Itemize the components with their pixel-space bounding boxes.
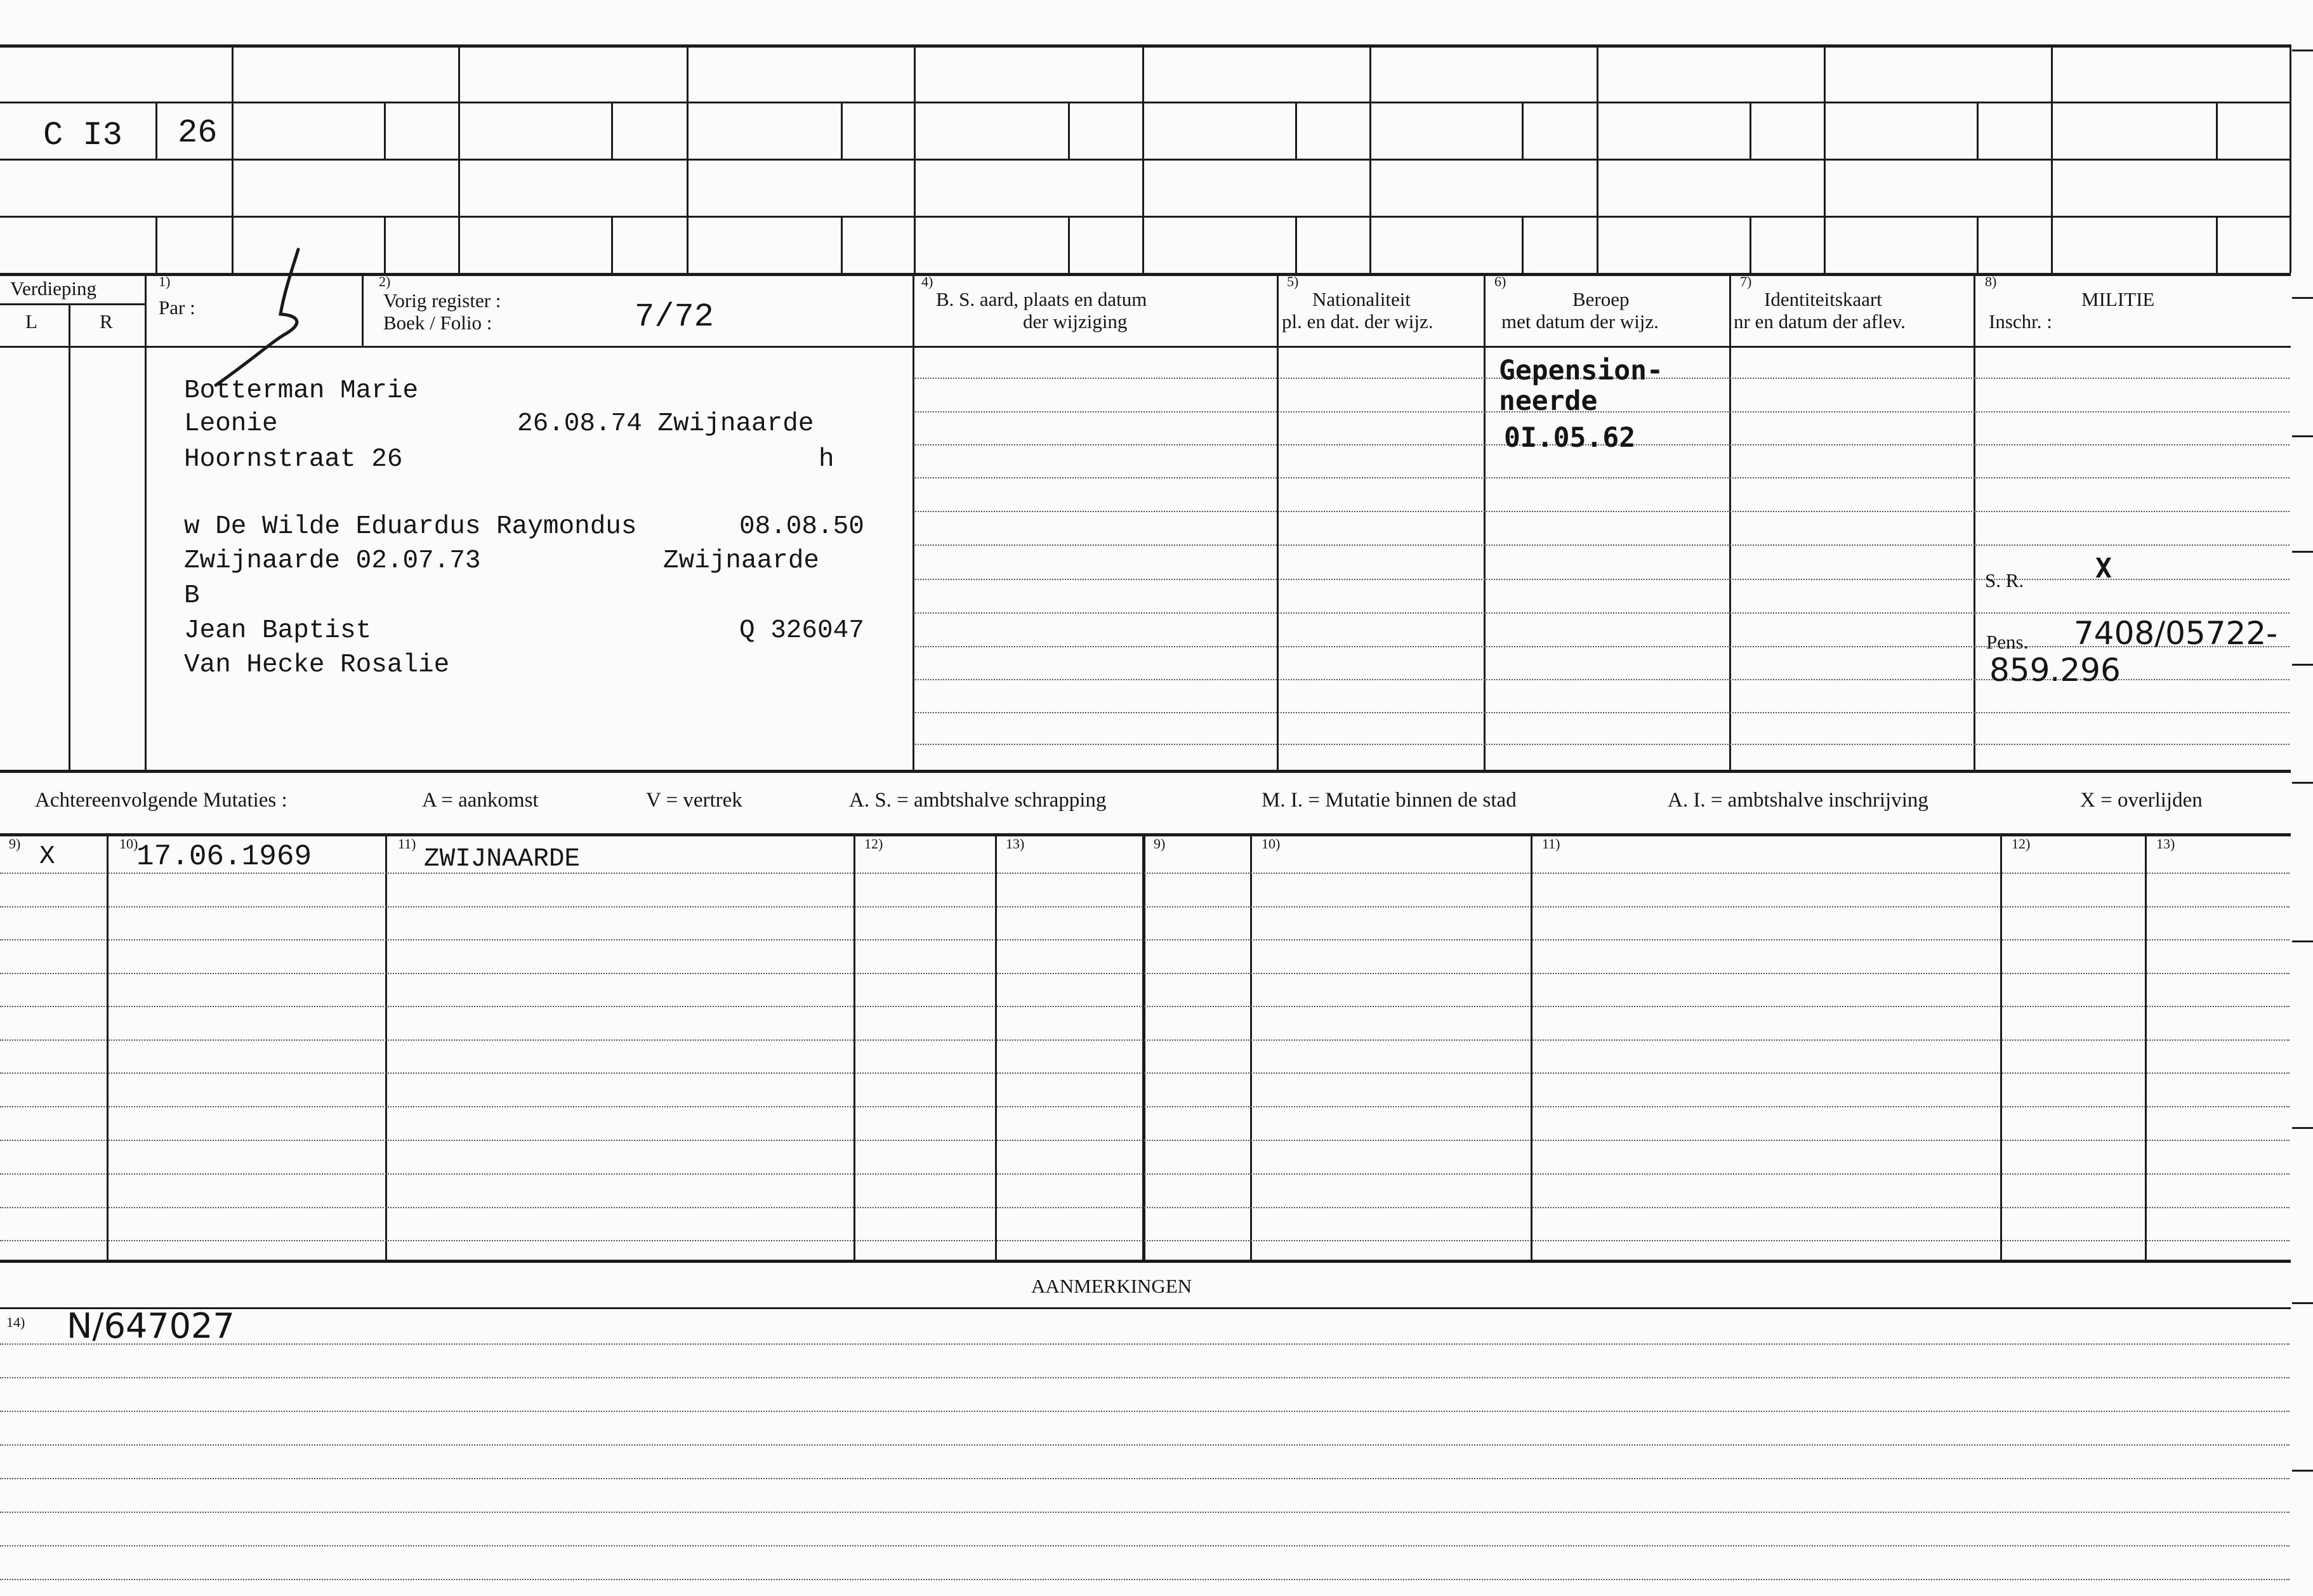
col-number-11: 11) [398,836,416,852]
identiteitskaart-sub-label: nr en datum der aflev. [1734,310,1906,333]
col-number-12b: 12) [2012,836,2031,852]
person-household-code: h [819,445,834,474]
person-name: Botterman Marie [184,376,419,406]
nationaliteit-sub-label: pl. en dat. der wijz. [1282,310,1433,333]
legend-overlijden: X = overlijden [2080,789,2203,812]
sr-label: S. R. [1985,569,2024,591]
aanmerkingen-title: AANMERKINGEN [1031,1275,1192,1297]
beroep-sub-label: met datum der wijz. [1501,310,1659,333]
legend-ambtshalve-schrapping: A. S. = ambtshalve schrapping [849,789,1107,812]
beroep-date: 0I.05.62 [1504,422,1636,454]
card-code: C I3 [43,117,122,154]
col-number-13b: 13) [2156,836,2175,852]
col-number-9: 9) [9,836,21,852]
col-number-11b: 11) [1542,836,1560,852]
vorig-register-label: Vorig register : [383,289,501,312]
beroep-value-line2: neerde [1499,385,1598,417]
bs-label-line1: B. S. aard, plaats en datum [936,288,1147,310]
field-number-5: 5) [1287,274,1299,289]
spouse-name: w De Wilde Eduardus Raymondus [184,512,637,541]
beroep-value-line1: Gepension- [1499,355,1663,386]
aanmerkingen-value: N/647027 [67,1306,235,1346]
handwritten-mark [203,244,317,390]
mutatie-date: 17.06.1969 [136,840,312,873]
pens-value-line2: 859.296 [1989,652,2121,689]
beroep-label: Beroep [1572,288,1630,310]
col-number-12: 12) [864,836,883,852]
father-name: Jean Baptist [184,616,372,645]
inschr-label: Inschr. : [1989,310,2052,333]
pens-value-line1: 7408/05722- [2074,615,2278,652]
mutatie-type: X [39,842,55,871]
legend-mutatie-stad: M. I. = Mutatie binnen de stad [1262,789,1517,812]
field-number-8: 8) [1985,274,1997,289]
r-label: R [100,310,113,333]
mother-name: Van Hecke Rosalie [184,650,450,680]
person-given-name: Leonie [184,409,278,439]
nationaliteit-label: Nationaliteit [1312,288,1411,310]
legend-ambtshalve-inschrijving: A. I. = ambtshalve inschrijving [1668,789,1928,812]
field-number-14: 14) [6,1314,25,1330]
verdieping-label: Verdieping [10,277,97,300]
field-number-6: 6) [1494,274,1506,289]
col-number-10b: 10) [1262,836,1281,852]
l-label: L [25,310,37,333]
sr-value: X [2095,553,2112,584]
field-number-4: 4) [921,274,933,289]
boek-folio-label: Boek / Folio : [383,312,492,334]
bs-label-line2: der wijziging [1023,310,1128,333]
spouse-birth-date: 08.08.50 [739,512,864,541]
field-number-7: 7) [1740,274,1752,289]
field-number-1: 1) [159,274,171,289]
person-line-b: B [184,581,200,610]
id-code: Q 326047 [739,616,864,645]
col-number-13: 13) [1006,836,1025,852]
col-number-9b: 9) [1154,836,1166,852]
marriage-info: Zwijnaarde 02.07.73 [184,546,481,576]
person-birth: 26.08.74 Zwijnaarde [517,409,814,439]
par-label: Par : [159,296,195,319]
mutaties-title: Achtereenvolgende Mutaties : [35,789,287,812]
mutatie-place: ZWIJNAARDE [424,845,581,874]
col-number-10: 10) [119,836,138,852]
person-address: Hoornstraat 26 [184,445,403,474]
pens-label: Pens. [1986,631,2029,653]
militie-label: MILITIE [2081,288,2155,310]
field-number-2: 2) [379,274,391,289]
card-number: 26 [178,114,218,152]
boek-folio-value: 7/72 [635,298,714,336]
identiteitskaart-label: Identiteitskaart [1764,288,1882,310]
legend-vertrek: V = vertrek [646,789,742,812]
spouse-birth-place: Zwijnaarde [663,546,820,576]
legend-aankomst: A = aankomst [422,789,539,812]
